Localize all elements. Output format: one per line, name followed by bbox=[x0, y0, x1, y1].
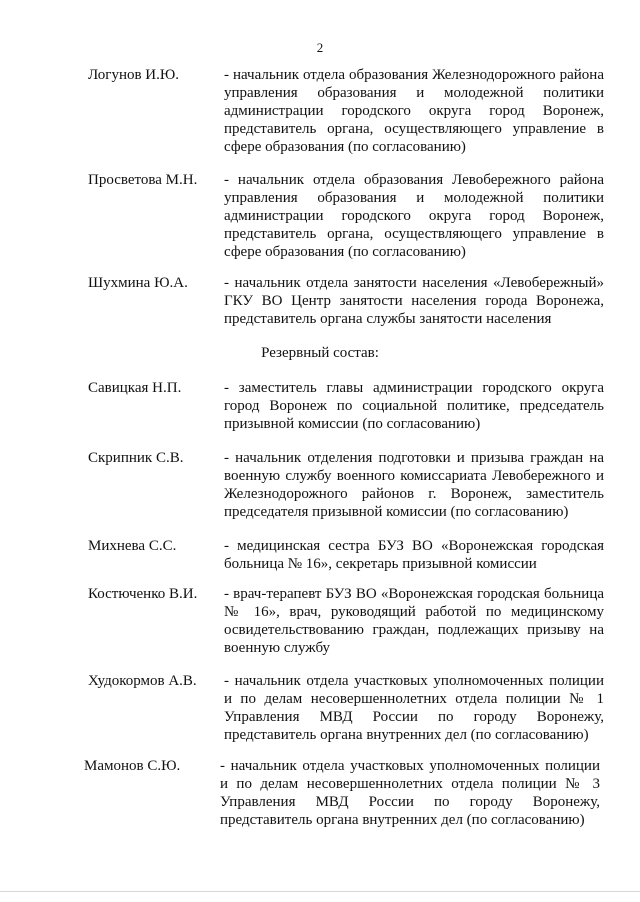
member-name: Мамонов С.Ю. bbox=[84, 758, 181, 774]
page-bottom-divider bbox=[0, 891, 640, 892]
member-description: - начальник отделения подготовки и призыва граждан на военную службу военного комиссариата Левобережного и Железнодорожного районов г. Воронеж, заместитель председателя призывной комиссии (по согласованию) bbox=[224, 450, 604, 520]
member-description: - начальник отдела образования Железнодорожного района управления образования и молодежной политики администрации городского округа город Воронеж, представитель органа, осуществляющего управление в сфере образования (по согласованию) bbox=[224, 67, 604, 155]
member-name: Худокормов А.В. bbox=[88, 673, 197, 689]
member-description: - начальник отдела участковых уполномоченных полиции и по делам несовершеннолетних отдела полиции № 1 Управления МВД России по городу Воронежу, представитель органа внутренних дел (по согласованию) bbox=[224, 673, 604, 743]
member-name: Логунов И.Ю. bbox=[88, 67, 180, 83]
member-description: - начальник отдела занятости населения «Левобережный» ГКУ ВО Центр занятости населения города Воронежа, представитель органа службы занятости населения bbox=[224, 275, 604, 327]
page-number: 2 bbox=[316, 40, 324, 55]
member-name: Просветова М.Н. bbox=[88, 172, 198, 188]
member-name: Михнева С.С. bbox=[88, 538, 177, 554]
member-name: Савицкая Н.П. bbox=[88, 380, 182, 396]
member-name: Костюченко В.И. bbox=[88, 586, 198, 602]
member-name: Скрипник С.В. bbox=[88, 450, 184, 466]
member-description: - врач-терапевт БУЗ ВО «Воронежская городская больница № 16», врач, руководящий работой по медицинскому освидетельствованию граждан, подлежащих призыву на военную службу bbox=[224, 586, 604, 656]
reserve-section-title: Резервный состав: bbox=[261, 345, 379, 361]
member-description: - начальник отдела образования Левобережного района управления образования и молодежной политики администрации городского округа город Воронеж, представитель органа, осуществляющего управление в сфере образования (по согласованию) bbox=[224, 172, 604, 260]
member-description: - начальник отдела участковых уполномоченных полиции и по делам несовершеннолетних отдела полиции № 3 Управления МВД России по городу Воронежу, представитель органа внутренних дел (по согласованию) bbox=[220, 758, 600, 828]
member-description: - медицинская сестра БУЗ ВО «Воронежская городская больница № 16», секретарь призывной комиссии bbox=[224, 538, 604, 572]
member-description: - заместитель главы администрации городского округа город Воронеж по социальной политике, председатель призывной комиссии (по согласованию) bbox=[224, 380, 604, 432]
member-name: Шухмина Ю.А. bbox=[88, 275, 188, 291]
